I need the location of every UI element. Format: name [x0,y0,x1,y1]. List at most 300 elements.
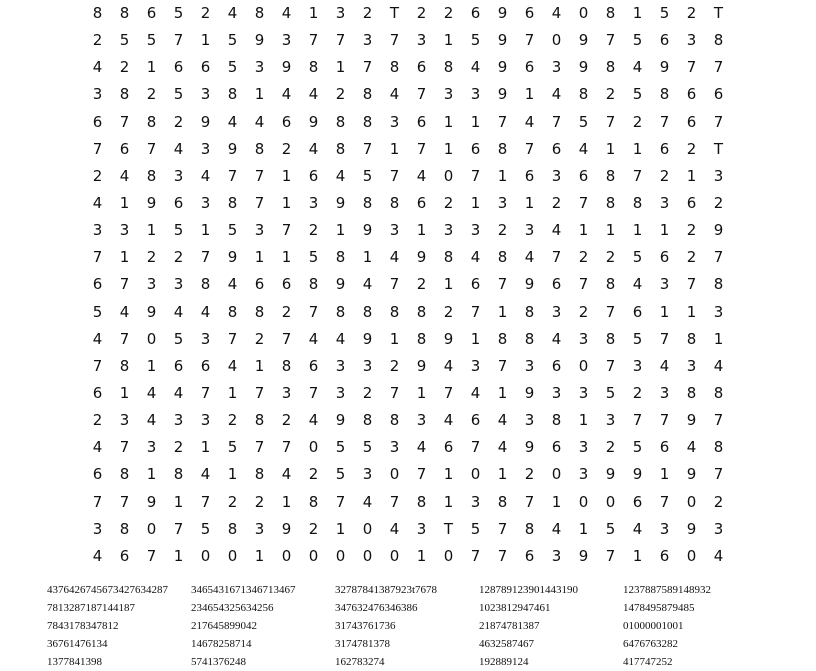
grid-cell: 1 [497,302,508,321]
grid-row [84,489,732,516]
grid-cell: 5 [659,4,670,23]
grid-cell: 4 [551,4,562,23]
grid-cell: 3 [362,465,373,484]
grid-cell: 6 [686,194,697,213]
grid-cell: 7 [632,166,643,185]
grid-cell: 2 [686,4,697,23]
grid-cell: 6 [632,302,643,321]
grid-cell: 2 [551,194,562,213]
grid-cell: 7 [713,112,724,131]
grid-cell: 9 [497,58,508,77]
grid-cell: 4 [335,329,346,348]
grid-cell: 8 [578,85,589,104]
grid-cell: 3 [200,85,211,104]
grid-cell: 4 [497,411,508,430]
grid-cell: 5 [578,112,589,131]
grid-cell: 2 [146,248,157,267]
grid-cell: 1 [524,194,535,213]
grid-cell: 9 [416,248,427,267]
grid-cell: 8 [686,329,697,348]
grid-cell: 3 [416,31,427,50]
grid-cell: 8 [551,411,562,430]
grid-cell: 4 [308,329,319,348]
word-item: 162783274 [335,656,385,668]
grid-cell: 4 [92,546,103,565]
grid-cell: 0 [227,546,238,565]
grid-cell: 6 [524,4,535,23]
grid-cell: 4 [200,166,211,185]
grid-cell: 7 [578,194,589,213]
grid-cell: 3 [200,411,211,430]
grid-cell: 4 [389,85,400,104]
grid-cell: 8 [443,248,454,267]
grid-cell: 1 [578,221,589,240]
grid-row [84,353,732,380]
grid-row [84,244,732,271]
grid-cell: 9 [227,248,238,267]
grid-cell: 1 [119,194,130,213]
grid-cell: 1 [497,465,508,484]
grid-cell: 2 [119,58,130,77]
grid-cell: 2 [173,112,184,131]
grid-cell: 3 [200,329,211,348]
grid-cell: 7 [254,166,265,185]
grid-row [84,109,732,136]
grid-cell: 7 [497,112,508,131]
grid-cell: 8 [119,85,130,104]
grid-cell: 6 [416,58,427,77]
grid-cell: 1 [254,248,265,267]
grid-cell: 8 [605,4,616,23]
grid-cell: 8 [254,465,265,484]
grid-cell: 7 [416,465,427,484]
grid-cell: 3 [335,4,346,23]
grid-cell: 6 [659,546,670,565]
grid-cell: 2 [308,221,319,240]
grid-cell: 6 [524,546,535,565]
grid-cell: 8 [281,356,292,375]
grid-cell: 7 [335,31,346,50]
grid-cell: 8 [497,329,508,348]
grid-cell: 8 [308,58,319,77]
grid-cell: 9 [146,302,157,321]
grid-cell: 3 [173,275,184,294]
grid-cell: 9 [281,58,292,77]
grid-row [84,163,732,190]
word-item: 1023812947461 [479,602,551,614]
grid-cell: 1 [146,465,157,484]
grid-cell: 7 [605,302,616,321]
grid-cell: 7 [119,492,130,511]
grid-cell: 9 [524,275,535,294]
grid-cell: 1 [632,139,643,158]
word-item: 192889124 [479,656,529,668]
grid-cell: 4 [416,438,427,457]
grid-cell: 1 [254,85,265,104]
grid-cell: 1 [470,194,481,213]
grid-cell: 6 [416,194,427,213]
word-item: 21874781387 [479,620,540,632]
grid-cell: 1 [335,58,346,77]
grid-cell: 3 [92,85,103,104]
grid-cell: 1 [443,465,454,484]
grid-cell: 5 [173,221,184,240]
grid-cell: 1 [578,411,589,430]
grid-cell: 3 [119,221,130,240]
grid-cell: 5 [119,31,130,50]
grid-cell: 6 [92,275,103,294]
grid-cell: 2 [686,139,697,158]
grid-cell: 8 [335,302,346,321]
grid-cell: 1 [497,166,508,185]
grid-cell: 3 [605,411,616,430]
grid-cell: 1 [470,329,481,348]
grid-cell: 7 [389,492,400,511]
grid-cell: 2 [227,492,238,511]
grid-cell: 4 [632,58,643,77]
grid-cell: 7 [227,329,238,348]
grid-cell: 1 [308,4,319,23]
grid-cell: 9 [335,275,346,294]
grid-cell: 5 [146,31,157,50]
grid-cell: 3 [470,356,481,375]
grid-cell: 9 [362,329,373,348]
grid-cell: 3 [659,384,670,403]
grid-cell: 4 [119,302,130,321]
grid-cell: 3 [146,275,157,294]
grid-cell: 6 [308,356,319,375]
grid-cell: 2 [254,492,265,511]
word-item: 1478495879485 [623,602,695,614]
grid-cell: 5 [470,519,481,538]
grid-cell: 0 [578,492,589,511]
grid-cell: 6 [254,275,265,294]
grid-cell: 9 [416,356,427,375]
grid-cell: 7 [119,275,130,294]
grid-cell: 0 [551,31,562,50]
grid-cell: 4 [227,4,238,23]
word-item: 128789123901443190 [479,584,578,596]
grid-cell: 3 [173,411,184,430]
grid-cell: 4 [686,438,697,457]
word-column [623,581,767,671]
grid-cell: 2 [713,492,724,511]
grid-cell: 1 [200,221,211,240]
grid-cell: 7 [254,194,265,213]
word-item: 7813287187144187 [47,602,135,614]
grid-cell: 4 [227,356,238,375]
grid-cell: 3 [443,221,454,240]
grid-cell: 8 [686,384,697,403]
grid-cell: 4 [92,438,103,457]
grid-cell: 3 [713,519,724,538]
grid-cell: 5 [362,438,373,457]
word-item: 5741376248 [191,656,246,668]
grid-cell: 7 [686,275,697,294]
grid-cell: 5 [632,31,643,50]
grid-cell: 6 [470,275,481,294]
grid-cell: 3 [551,302,562,321]
grid-cell: 3 [200,139,211,158]
grid-cell: 7 [416,139,427,158]
word-item: 32787841387923t7678 [335,584,438,596]
grid-cell: 7 [497,275,508,294]
grid-cell: 8 [659,85,670,104]
grid-row [84,27,732,54]
grid-cell: 8 [362,194,373,213]
grid-cell: 1 [659,221,670,240]
word-column [47,581,191,671]
grid-cell: 5 [200,519,211,538]
grid-cell: 9 [605,465,616,484]
grid-cell: 7 [92,139,103,158]
grid-cell: 8 [254,411,265,430]
grid-cell: 3 [254,58,265,77]
grid-cell: 6 [713,85,724,104]
grid-cell: 5 [470,31,481,50]
grid-cell: 4 [119,166,130,185]
grid-cell: 2 [227,411,238,430]
grid-cell: 7 [119,112,130,131]
grid-cell: 5 [173,329,184,348]
grid-cell: 1 [416,384,427,403]
grid-cell: 1 [227,465,238,484]
grid-cell: 2 [281,302,292,321]
grid-cell: 1 [443,139,454,158]
grid-cell: 7 [281,221,292,240]
grid-cell: 0 [389,546,400,565]
grid-cell: 0 [578,4,589,23]
grid-cell: 6 [470,4,481,23]
grid-cell: 7 [200,384,211,403]
grid-cell: 4 [470,248,481,267]
grid-cell: 6 [524,58,535,77]
grid-cell: 1 [254,356,265,375]
grid-cell: 3 [632,356,643,375]
grid-cell: 4 [173,139,184,158]
grid-cell: 4 [659,356,670,375]
grid-cell: 6 [686,85,697,104]
grid-cell: 5 [92,302,103,321]
grid-cell: 3 [551,384,562,403]
grid-cell: 3 [524,221,535,240]
grid-cell: 7 [470,166,481,185]
grid-cell: 7 [200,492,211,511]
grid-cell: 8 [389,302,400,321]
grid-cell: 6 [551,275,562,294]
grid-cell: 7 [497,519,508,538]
grid-cell: 3 [578,438,589,457]
grid-cell: 6 [173,356,184,375]
grid-cell: 4 [92,58,103,77]
grid-cell: 1 [524,85,535,104]
grid-cell: 8 [119,465,130,484]
word-item: 1377841398 [47,656,102,668]
grid-cell: 7 [308,31,319,50]
grid-cell: 2 [173,438,184,457]
grid-cell: 4 [524,248,535,267]
grid-cell: 8 [632,194,643,213]
grid-cell: 9 [497,85,508,104]
grid-cell: 8 [713,384,724,403]
word-item: 417747252 [623,656,673,668]
grid-cell: 3 [659,275,670,294]
grid-cell: 3 [470,492,481,511]
grid-row [84,81,732,108]
grid-cell: 2 [659,166,670,185]
grid-cell: 2 [524,465,535,484]
grid-cell: 8 [389,194,400,213]
grid-cell: 6 [119,139,130,158]
grid-cell: 2 [146,85,157,104]
grid-cell: 3 [659,194,670,213]
word-list [47,581,807,671]
word-item: 3465431671346713467 [191,584,296,596]
grid-cell: 9 [578,546,589,565]
grid-cell: 9 [524,438,535,457]
grid-cell: 0 [389,465,400,484]
grid-cell: 2 [92,411,103,430]
grid-cell: 6 [686,112,697,131]
grid-cell: 2 [281,411,292,430]
grid-cell: 7 [281,329,292,348]
grid-cell: 9 [362,221,373,240]
grid-cell: T [713,139,724,158]
word-item: 3174781378 [335,638,390,650]
grid-row [84,54,732,81]
grid-cell: 8 [524,329,535,348]
grid-cell: 4 [281,85,292,104]
grid-cell: 5 [632,329,643,348]
grid-cell: 2 [92,166,103,185]
word-item: 14678258714 [191,638,252,650]
grid-cell: 2 [443,302,454,321]
grid-cell: 3 [470,221,481,240]
grid-cell: 8 [335,139,346,158]
grid-cell: 7 [470,438,481,457]
grid-cell: 7 [335,492,346,511]
grid-cell: 3 [713,166,724,185]
grid-cell: 8 [524,519,535,538]
grid-cell: 4 [200,302,211,321]
grid-cell: 8 [227,194,238,213]
grid-cell: 1 [470,112,481,131]
grid-cell: T [389,4,400,23]
grid-cell: 0 [200,546,211,565]
grid-cell: 8 [119,519,130,538]
grid-cell: 1 [632,221,643,240]
word-item: 01000001001 [623,620,684,632]
grid-cell: 3 [92,221,103,240]
grid-cell: 7 [92,248,103,267]
grid-cell: 1 [686,302,697,321]
grid-cell: 1 [200,31,211,50]
grid-cell: 9 [659,58,670,77]
grid-cell: 4 [578,139,589,158]
grid-cell: 1 [443,112,454,131]
grid-cell: 7 [524,31,535,50]
grid-cell: 6 [659,31,670,50]
number-grid [84,0,732,570]
grid-cell: 4 [281,465,292,484]
grid-cell: 6 [659,139,670,158]
grid-cell: 6 [416,112,427,131]
grid-cell: 9 [335,411,346,430]
grid-cell: 7 [227,166,238,185]
grid-cell: 1 [254,546,265,565]
grid-cell: 8 [524,302,535,321]
grid-cell: 8 [227,519,238,538]
grid-cell: 2 [92,31,103,50]
grid-cell: 8 [362,112,373,131]
grid-cell: 2 [443,194,454,213]
grid-cell: 4 [632,275,643,294]
grid-cell: 5 [173,4,184,23]
grid-cell: 9 [497,4,508,23]
grid-cell: 2 [335,85,346,104]
grid-cell: 4 [335,166,346,185]
grid-cell: 8 [335,112,346,131]
grid-cell: 6 [281,275,292,294]
grid-cell: 8 [92,4,103,23]
grid-cell: 7 [443,384,454,403]
grid-cell: 6 [470,411,481,430]
grid-cell: 2 [416,275,427,294]
grid-cell: 3 [686,31,697,50]
grid-cell: 4 [713,546,724,565]
grid-cell: 1 [632,546,643,565]
grid-cell: 4 [551,85,562,104]
grid-cell: 2 [578,248,589,267]
grid-cell: 7 [362,58,373,77]
grid-cell: 8 [308,492,319,511]
grid-cell: 0 [470,465,481,484]
grid-cell: 7 [92,492,103,511]
grid-cell: 4 [308,139,319,158]
grid-cell: 7 [659,329,670,348]
grid-cell: 5 [632,248,643,267]
grid-cell: 1 [659,465,670,484]
grid-cell: 7 [119,438,130,457]
grid-cell: 3 [551,58,562,77]
grid-cell: 8 [254,4,265,23]
grid-cell: 7 [713,248,724,267]
grid-cell: 9 [200,112,211,131]
grid-cell: 9 [686,465,697,484]
grid-cell: 4 [308,85,319,104]
grid-cell: 1 [119,248,130,267]
grid-cell: 1 [281,492,292,511]
grid-cell: 7 [524,492,535,511]
grid-cell: 4 [551,519,562,538]
grid-cell: 4 [470,58,481,77]
grid-cell: 7 [551,248,562,267]
grid-row [84,190,732,217]
grid-cell: 8 [497,248,508,267]
grid-cell: 6 [551,356,562,375]
grid-cell: 8 [146,166,157,185]
grid-cell: 7 [281,438,292,457]
grid-cell: 4 [173,302,184,321]
grid-cell: 3 [200,194,211,213]
grid-cell: 9 [578,58,589,77]
grid-cell: 3 [578,329,589,348]
grid-cell: 7 [146,546,157,565]
word-item: 31743761736 [335,620,396,632]
grid-cell: 2 [632,384,643,403]
grid-cell: 6 [551,139,562,158]
grid-cell: 0 [605,492,616,511]
